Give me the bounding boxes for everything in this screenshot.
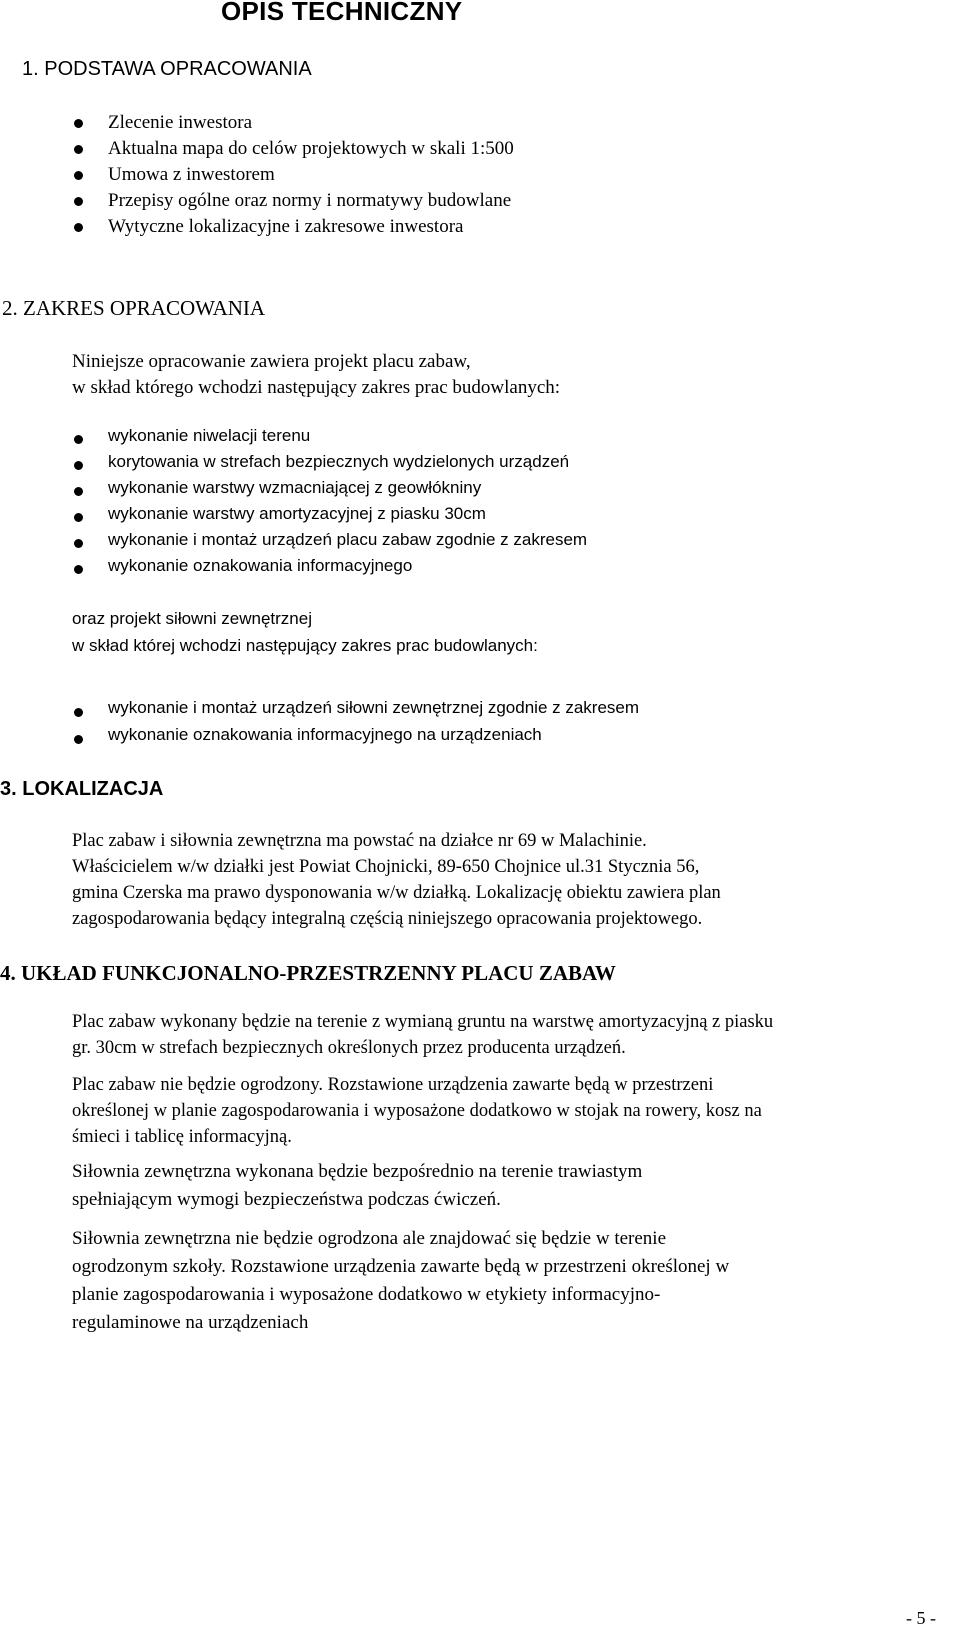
section-3-heading: 3. LOKALIZACJA — [0, 778, 164, 800]
document-title: OPIS TECHNICZNY — [221, 0, 463, 26]
section-4-heading: 4. UKŁAD FUNKCJONALNO-PRZESTRZENNY PLACU ZABAW — [0, 961, 616, 985]
bullet-icon — [74, 487, 83, 496]
intro-line: w skład którego wchodzi następujący zakres prac budowlanych: — [72, 377, 561, 398]
page-number: - 5 - — [906, 1608, 936, 1628]
bullet-icon — [74, 513, 83, 522]
bullet-icon — [74, 197, 83, 206]
list-item: wykonanie warstwy amortyzacyjnej z piasku 30cm — [108, 504, 486, 523]
paragraph-line: określonej w planie zagospodarowania i wyposażone dodatkowo w stojak na rowery, kosz na — [72, 1101, 762, 1121]
intro-line: Niniejsze opracowanie zawiera projekt placu zabaw, — [72, 351, 471, 372]
list-item: korytowania w strefach bezpiecznych wydzielonych urządzeń — [108, 452, 570, 471]
intro-line: oraz projekt siłowni zewnętrznej — [72, 609, 312, 628]
paragraph-line: Plac zabaw nie będzie ogrodzony. Rozstawione urządzenia zawarte będą w przestrzeni — [72, 1075, 714, 1095]
paragraph-line: Siłownia zewnętrzna wykonana będzie bezpośrednio na terenie trawiastym — [72, 1161, 643, 1182]
list-item: wykonanie i montaż urządzeń placu zabaw zgodnie z zakresem — [108, 530, 588, 549]
intro-line: w skład której wchodzi następujący zakres prac budowlanych: — [72, 636, 538, 655]
paragraph-line: regulaminowe na urządzeniach — [72, 1312, 309, 1333]
paragraph-line: gmina Czerska ma prawo dysponowania w/w działką. Lokalizację obiektu zawiera plan — [72, 883, 721, 903]
list-item: Umowa z inwestorem — [108, 164, 275, 185]
bullet-icon — [74, 565, 83, 574]
bullet-icon — [74, 171, 83, 180]
list-item: wykonanie i montaż urządzeń siłowni zewnętrznej zgodnie z zakresem — [108, 698, 640, 717]
bullet-icon — [74, 461, 83, 470]
list-item: wykonanie oznakowania informacyjnego — [108, 556, 413, 575]
paragraph-line: zagospodarowania będący integralną częścią niniejszego opracowania projektowego. — [72, 909, 703, 929]
paragraph-line: Siłownia zewnętrzna nie będzie ogrodzona ale znajdować się będzie w terenie — [72, 1228, 667, 1249]
list-item: Wytyczne lokalizacyjne i zakresowe inwestora — [108, 216, 464, 237]
paragraph-line: spełniającym wymogi bezpieczeństwa podczas ćwiczeń. — [72, 1189, 501, 1210]
list-item: wykonanie niwelacji terenu — [108, 426, 311, 445]
paragraph-line: ogrodzonym szkoły. Rozstawione urządzenia zawarte będą w przestrzeni określonej w — [72, 1256, 730, 1277]
bullet-icon — [74, 539, 83, 548]
list-item: wykonanie warstwy wzmacniającej z geowłókniny — [108, 478, 482, 497]
bullet-icon — [74, 145, 83, 154]
paragraph-line: planie zagospodarowania i wyposażone dodatkowo w etykiety informacyjno- — [72, 1284, 661, 1305]
list-item: Zlecenie inwestora — [108, 112, 253, 133]
paragraph-line: Właścicielem w/w działki jest Powiat Chojnicki, 89-650 Chojnice ul.31 Stycznia 56, — [72, 857, 700, 877]
list-item: Aktualna mapa do celów projektowych w skali 1:500 — [108, 138, 514, 159]
section-2-heading: 2. ZAKRES OPRACOWANIA — [2, 296, 266, 320]
bullet-icon — [74, 223, 83, 232]
paragraph-line: Plac zabaw wykonany będzie na terenie z wymianą gruntu na warstwę amortyzacyjną z piasku — [72, 1012, 774, 1032]
list-item: Przepisy ogólne oraz normy i normatywy budowlane — [108, 190, 512, 211]
paragraph-line: gr. 30cm w strefach bezpiecznych określonych przez producenta urządzeń. — [72, 1038, 626, 1058]
section-1-heading: 1. PODSTAWA OPRACOWANIA — [22, 58, 312, 80]
bullet-icon — [74, 435, 83, 444]
bullet-icon — [74, 708, 83, 717]
bullet-icon — [74, 735, 83, 744]
paragraph-line: Plac zabaw i siłownia zewnętrzna ma powstać na działce nr 69 w Malachinie. — [72, 831, 647, 851]
bullet-icon — [74, 119, 83, 128]
list-item: wykonanie oznakowania informacyjnego na urządzeniach — [108, 725, 542, 744]
paragraph-line: śmieci i tablicę informacyjną. — [72, 1127, 292, 1147]
